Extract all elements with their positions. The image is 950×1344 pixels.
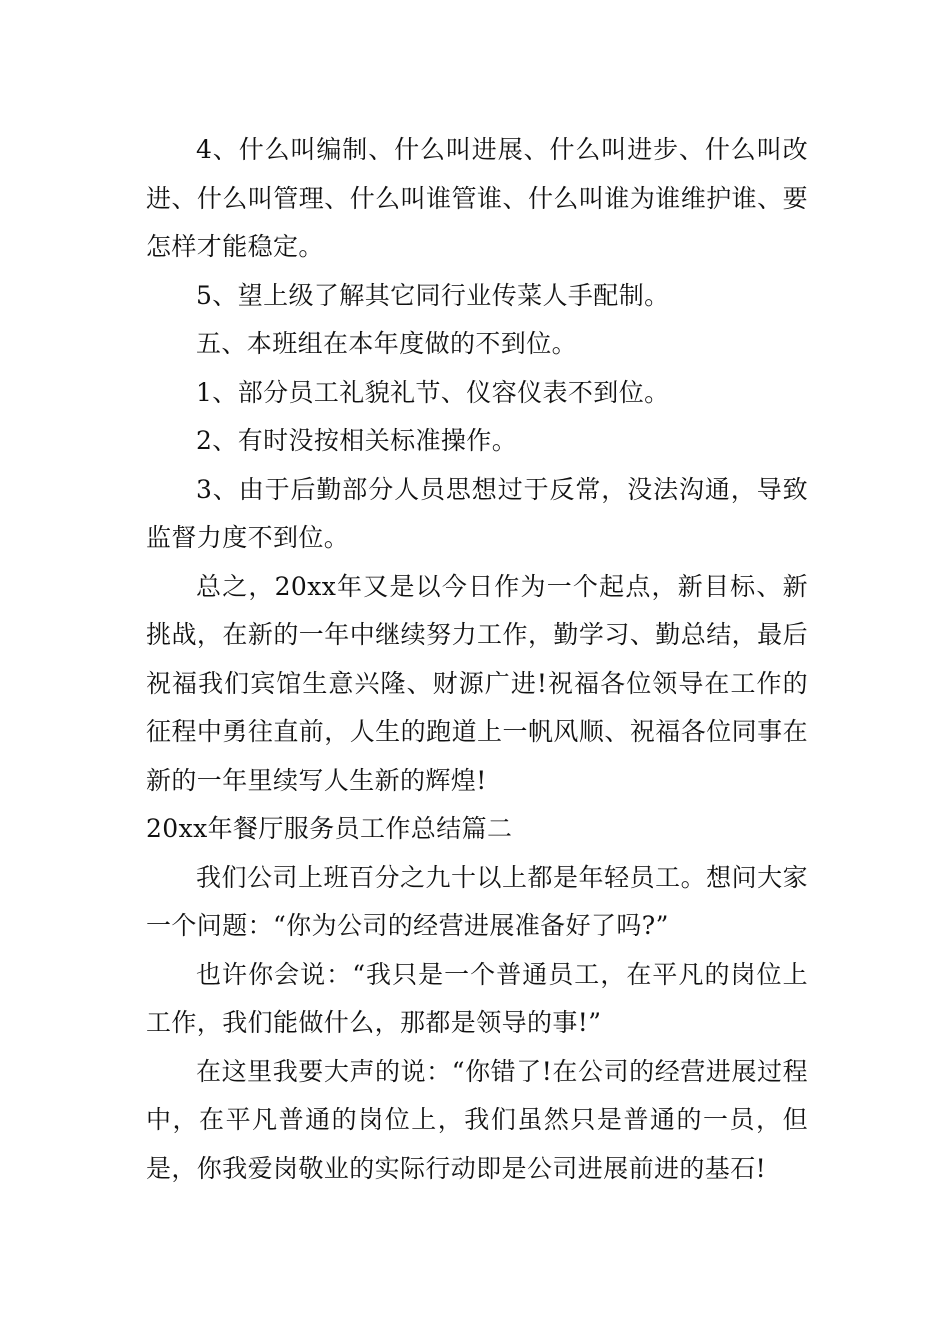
paragraph-conclusion: 总之，20xx年又是以今日作为一个起点，新目标、新挑战，在新的一年中继续努力工作，勤学习、勤总结，最后祝福我们宾馆生意兴隆、财源广进!祝福各位领导在工作的征程中勇往直前，人生的跑道上一帆风顺、祝福各位同事在新的一年里续写人生新的辉煌! bbox=[146, 571, 808, 795]
article-two-heading: 20xx年餐厅服务员工作总结篇二 bbox=[146, 814, 513, 843]
paragraph-item-4: 4、什么叫编制、什么叫进展、什么叫进步、什么叫改进、什么叫管理、什么叫谁管谁、什么叫谁为谁维护谁、要怎样才能稳定。 bbox=[146, 135, 808, 261]
paragraph-shortcoming-1: 1、部分员工礼貌礼节、仪容仪表不到位。 bbox=[196, 377, 670, 407]
paragraph-shortcoming-3: 3、由于后勤部分人员思想过于反常，没法沟通，导致监督力度不到位。 bbox=[146, 474, 808, 552]
paragraph-question: 我们公司上班百分之九十以上都是年轻员工。想问大家一个问题：“你为公司的经营进展准备好了吗?” bbox=[146, 862, 808, 940]
document-body bbox=[146, 126, 808, 1193]
paragraph-response: 也许你会说：“我只是一个普通员工，在平凡的岗位上工作，我们能做什么，那都是领导的事!” bbox=[146, 959, 808, 1037]
section-five-title: 五、本班组在本年度做的不到位。 bbox=[196, 329, 578, 358]
paragraph-item-5: 5、望上级了解其它同行业传菜人手配制。 bbox=[196, 280, 670, 310]
paragraph-rebuttal: 在这里我要大声的说：“你错了!在公司的经营进展过程中，在平凡普通的岗位上，我们虽然只是普通的一员，但是，你我爱岗敬业的实际行动即是公司进展前进的基石! bbox=[146, 1056, 808, 1183]
paragraph-shortcoming-2: 2、有时没按相关标准操作。 bbox=[196, 426, 518, 455]
